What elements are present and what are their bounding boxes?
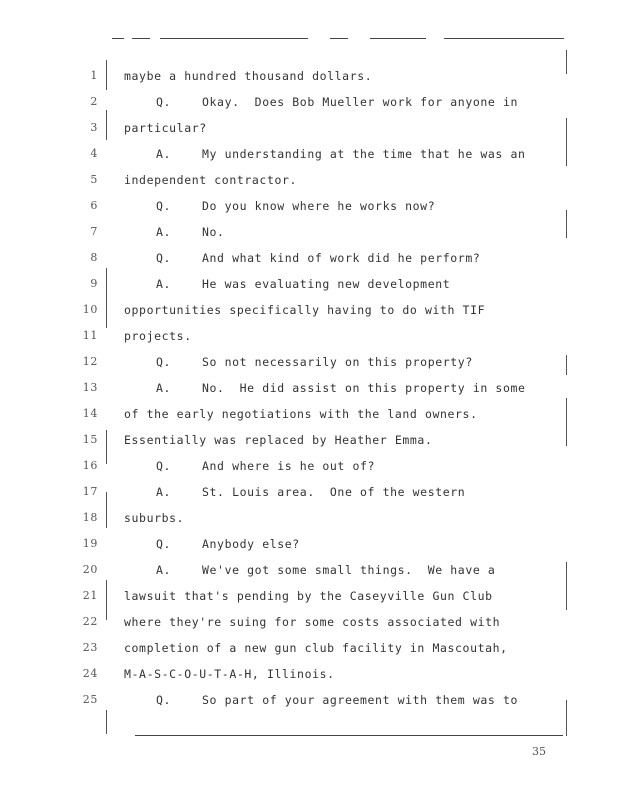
speaker-label: Q.: [156, 459, 172, 473]
line-text: [156, 480, 465, 504]
top-rule-segment: [330, 38, 348, 39]
line-text: [156, 558, 495, 582]
line-text: [156, 532, 300, 556]
transcript-line: [0, 116, 618, 140]
transcript-line: [0, 142, 618, 166]
transcript-line: [0, 688, 618, 712]
transcript-line: [0, 194, 618, 218]
line-content: No. He did assist on this property in some: [202, 381, 526, 395]
line-number: 24: [82, 667, 98, 680]
speaker-label: Q.: [156, 693, 172, 707]
line-text: [156, 142, 526, 166]
line-content: My understanding at the time that he was an: [202, 147, 526, 161]
line-number: 20: [82, 563, 98, 576]
line-text: [156, 688, 518, 712]
line-number: 4: [90, 147, 98, 160]
transcript-line: [0, 532, 618, 556]
transcript-line: [0, 220, 618, 244]
speaker-label: Q.: [156, 355, 172, 369]
line-text: [124, 636, 508, 660]
transcript-line: [0, 480, 618, 504]
speaker-label: A.: [156, 485, 172, 499]
top-rule-segment: [160, 38, 308, 39]
line-number: 10: [82, 303, 98, 316]
line-text: [124, 64, 372, 88]
line-content: Anybody else?: [202, 537, 300, 551]
line-content: So not necessarily on this property?: [202, 355, 473, 369]
line-number: 3: [90, 121, 98, 134]
transcript-line: [0, 610, 618, 634]
line-content: Okay. Does Bob Mueller work for anyone in: [202, 95, 518, 109]
top-rule-segment: [132, 38, 150, 39]
transcript-line: [0, 402, 618, 426]
line-text: [156, 350, 473, 374]
transcript-line: [0, 64, 618, 88]
transcript-line: [0, 350, 618, 374]
transcript-line: [0, 168, 618, 192]
line-content: M-A-S-C-O-U-T-A-H, Illinois.: [124, 667, 335, 681]
line-content: He was evaluating new development: [202, 277, 451, 291]
speaker-label: A.: [156, 277, 172, 291]
speaker-label: A.: [156, 225, 172, 239]
speaker-label: Q.: [156, 537, 172, 551]
line-content: suburbs.: [124, 511, 185, 525]
line-text: [124, 506, 184, 530]
speaker-label: A.: [156, 563, 172, 577]
transcript-line: [0, 558, 618, 582]
line-number: 6: [90, 199, 98, 212]
line-content: St. Louis area. One of the western: [202, 485, 466, 499]
transcript-line: [0, 272, 618, 296]
line-content: Essentially was replaced by Heather Emma.: [124, 433, 433, 447]
transcript-line: [0, 454, 618, 478]
line-number: 7: [90, 225, 98, 238]
line-text: [124, 116, 207, 140]
speaker-label: A.: [156, 147, 172, 161]
transcript-line: [0, 376, 618, 400]
line-content: independent contractor.: [124, 173, 298, 187]
line-text: [124, 662, 335, 686]
line-number: 14: [82, 407, 98, 420]
transcript-line: [0, 636, 618, 660]
line-content: So part of your agreement with them was to: [202, 693, 518, 707]
transcript-line: [0, 506, 618, 530]
speaker-label: Q.: [156, 251, 172, 265]
line-content: completion of a new gun club facility in Mascoutah,: [124, 641, 508, 655]
line-text: [124, 168, 297, 192]
line-text: [156, 376, 526, 400]
line-text: [124, 610, 500, 634]
bottom-rule: [135, 735, 563, 736]
line-number: 21: [82, 589, 98, 602]
line-number: 23: [82, 641, 98, 654]
line-content: of the early negotiations with the land owners.: [124, 407, 478, 421]
transcript-line: [0, 662, 618, 686]
line-number: 12: [82, 355, 98, 368]
transcript-line: [0, 584, 618, 608]
line-content: And where is he out of?: [202, 459, 376, 473]
line-number: 22: [82, 615, 98, 628]
line-number: 2: [90, 95, 98, 108]
speaker-label: Q.: [156, 95, 172, 109]
line-content: lawsuit that's pending by the Caseyville Gun Club: [124, 589, 493, 603]
line-number: 17: [82, 485, 98, 498]
speaker-label: A.: [156, 381, 172, 395]
line-content: Do you know where he works now?: [202, 199, 436, 213]
line-text: [156, 454, 375, 478]
line-text: [124, 428, 432, 452]
transcript-line: [0, 298, 618, 322]
line-number: 25: [82, 693, 98, 706]
line-content: where they're suing for some costs associated with: [124, 615, 501, 629]
top-rule-segment: [112, 38, 124, 39]
line-number: 9: [90, 277, 98, 290]
transcript-line: [0, 324, 618, 348]
line-content: particular?: [124, 121, 207, 135]
line-text: [156, 220, 225, 244]
line-text: [124, 324, 192, 348]
line-content: We've got some small things. We have a: [202, 563, 496, 577]
page-number: 35: [532, 745, 546, 758]
line-number: 18: [82, 511, 98, 524]
speaker-label: Q.: [156, 199, 172, 213]
line-number: 15: [82, 433, 98, 446]
line-content: opportunities specifically having to do with TIF: [124, 303, 486, 317]
transcript-line: [0, 90, 618, 114]
line-text: [156, 246, 480, 270]
line-number: 16: [82, 459, 98, 472]
line-text: [124, 298, 485, 322]
top-rule-segment: [370, 38, 426, 39]
top-rule-segment: [444, 38, 564, 39]
line-number: 13: [82, 381, 98, 394]
line-text: [124, 584, 493, 608]
line-text: [124, 402, 478, 426]
line-number: 11: [82, 329, 98, 342]
line-text: [156, 90, 518, 114]
line-text: [156, 194, 435, 218]
transcript-line: [0, 246, 618, 270]
line-content: And what kind of work did he perform?: [202, 251, 481, 265]
line-text: [156, 272, 450, 296]
line-content: projects.: [124, 329, 192, 343]
line-number: 19: [82, 537, 98, 550]
line-content: maybe a hundred thousand dollars.: [124, 69, 373, 83]
left-margin-line: [106, 710, 107, 734]
line-number: 5: [90, 173, 98, 186]
line-number: 1: [90, 69, 98, 82]
transcript-line: [0, 428, 618, 452]
line-content: No.: [202, 225, 225, 239]
line-number: 8: [90, 251, 98, 264]
